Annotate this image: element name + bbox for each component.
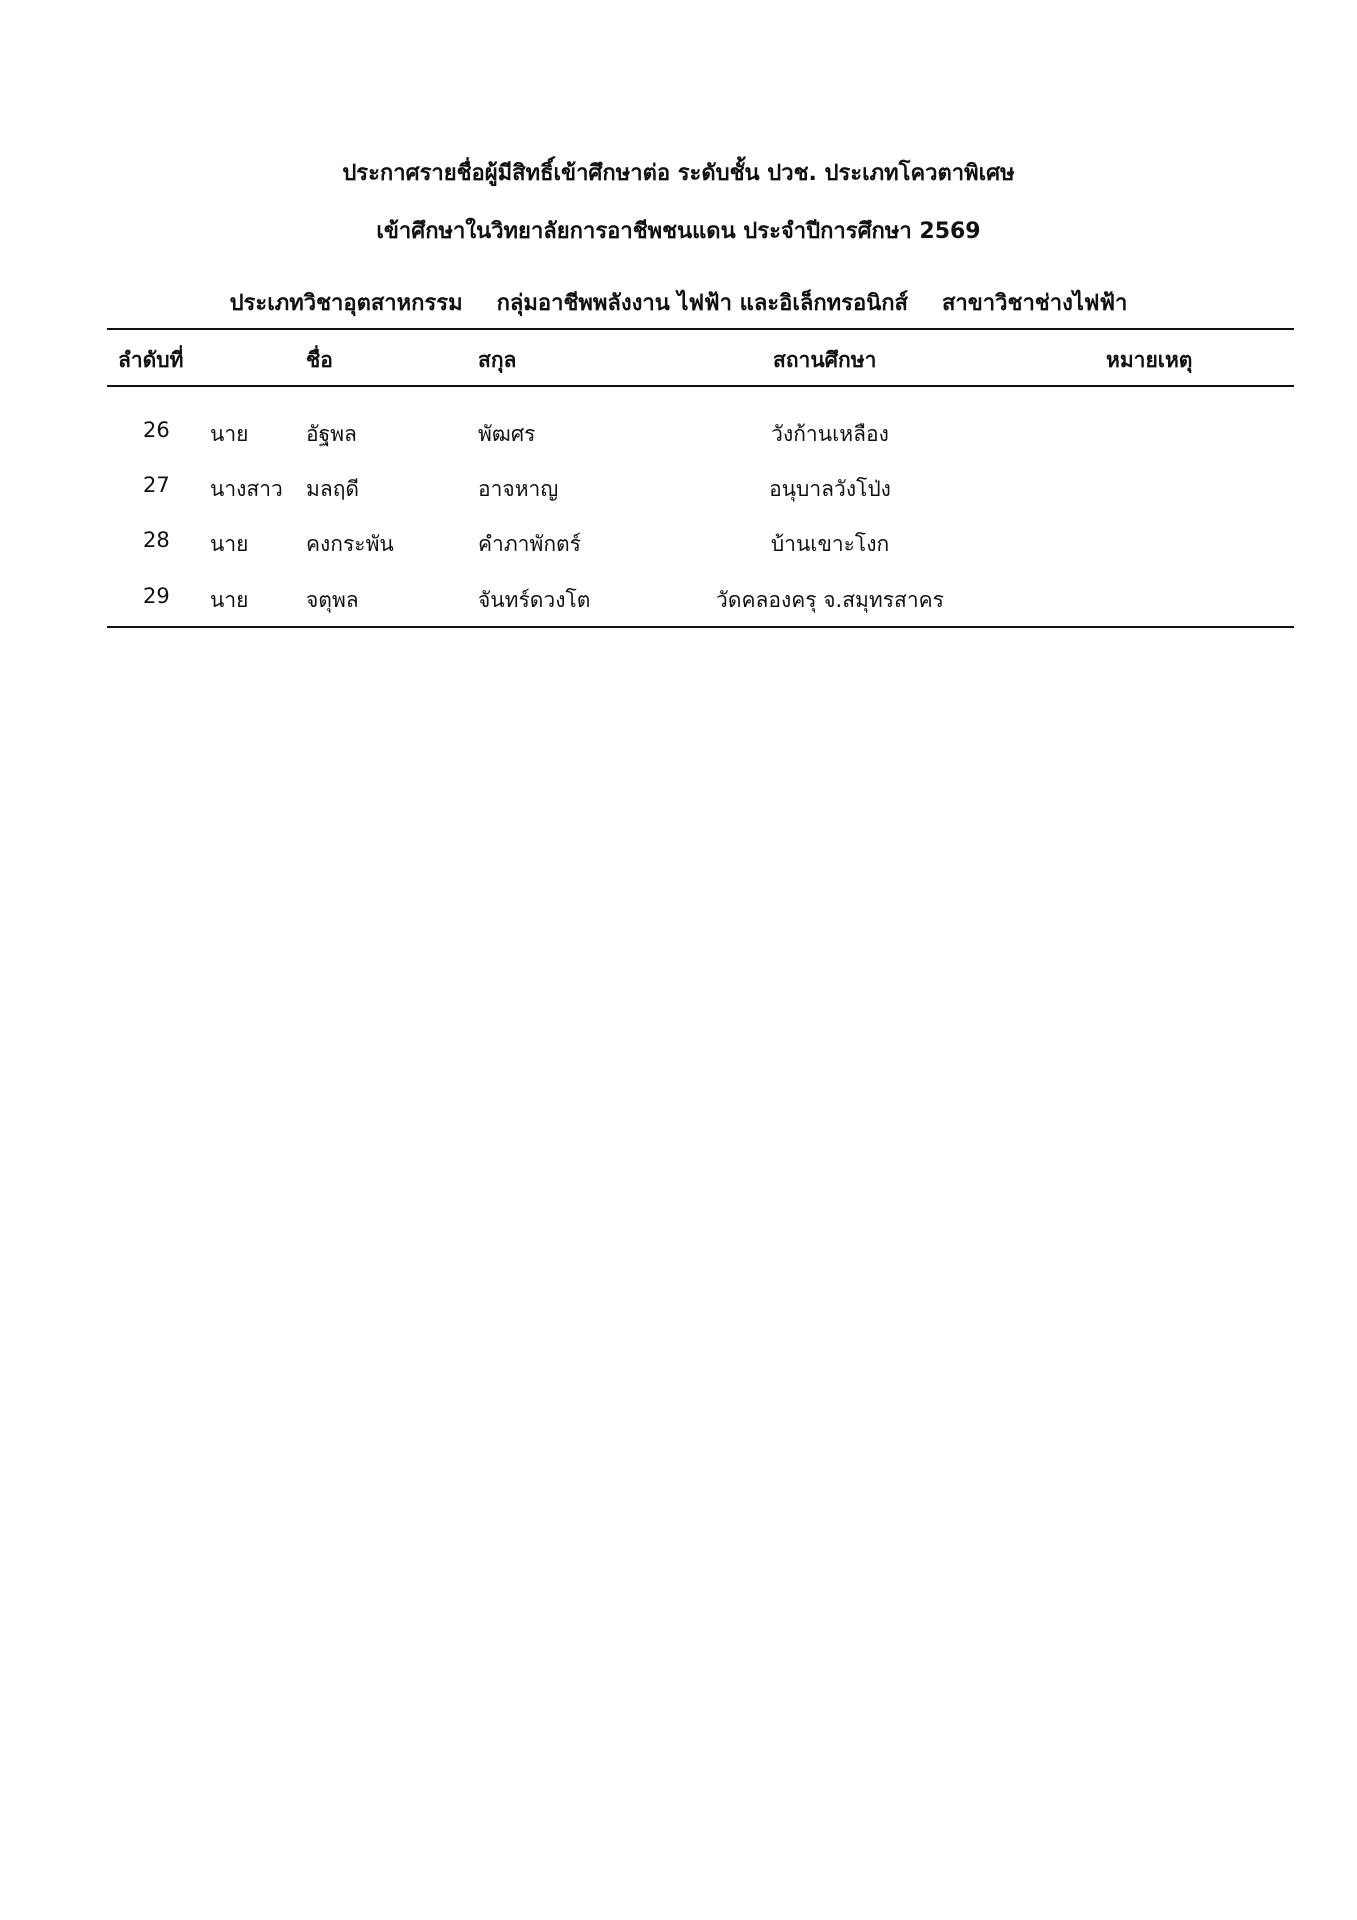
row-last-name: อาจหาญ (478, 477, 559, 501)
row-first-name: อัฐพล (306, 422, 357, 446)
row-school: บ้านเขาะโงก (770, 532, 890, 556)
table-bottom-rule (107, 626, 1294, 628)
table-top-rule (107, 328, 1294, 330)
table-row (0, 473, 1357, 513)
row-number: 29 (143, 584, 170, 608)
row-number: 28 (143, 528, 170, 552)
row-first-name: จตุพล (306, 588, 359, 612)
row-prefix: นาย (210, 532, 249, 556)
column-header-name: ชื่อ (306, 348, 333, 372)
page-subtitle: เข้าศึกษาในวิทยาลัยการอาชีพชนแดน ประจำปีการศึกษา 2569 (376, 219, 981, 244)
column-header-no: ลำดับที่ (118, 348, 184, 372)
row-prefix: นาย (210, 422, 249, 446)
category-type: ประเภทวิชาอุตสาหกรรม (229, 291, 463, 316)
row-prefix: นาย (210, 588, 249, 612)
page-title: ประกาศรายชื่อผู้มีสิทธิ์เข้าศึกษาต่อ ระดับชั้น ปวช. ประเภทโควตาพิเศษ (342, 161, 1015, 186)
row-school: วังก้านเหลือง (771, 422, 889, 446)
row-last-name: พัฒศร (478, 422, 536, 446)
column-header-school: สถานศึกษา (773, 348, 877, 372)
column-header-note: หมายเหตุ (1106, 348, 1193, 372)
table-row (0, 418, 1357, 458)
row-last-name: คำภาพักตร์ (478, 532, 581, 556)
row-first-name: คงกระพัน (306, 532, 394, 556)
category-line (0, 285, 1357, 320)
table-header-rule (107, 385, 1294, 387)
category-major: สาขาวิชาช่างไฟฟ้า (941, 291, 1128, 316)
table-row (0, 528, 1357, 568)
row-school: อนุบาลวังโป่ง (769, 477, 891, 501)
row-number: 27 (143, 473, 170, 497)
row-first-name: มลฤดี (306, 477, 360, 501)
row-number: 26 (143, 418, 170, 442)
column-header-surname: สกุล (478, 348, 517, 372)
category-group: กลุ่มอาชีพพลังงาน ไฟฟ้า และอิเล็กทรอนิกส์ (496, 291, 908, 316)
row-last-name: จันทร์ดวงโต (478, 588, 591, 612)
row-prefix: นางสาว (210, 477, 283, 501)
row-school: วัดคลองครุ จ.สมุทรสาคร (716, 588, 944, 612)
table-row (0, 584, 1357, 624)
